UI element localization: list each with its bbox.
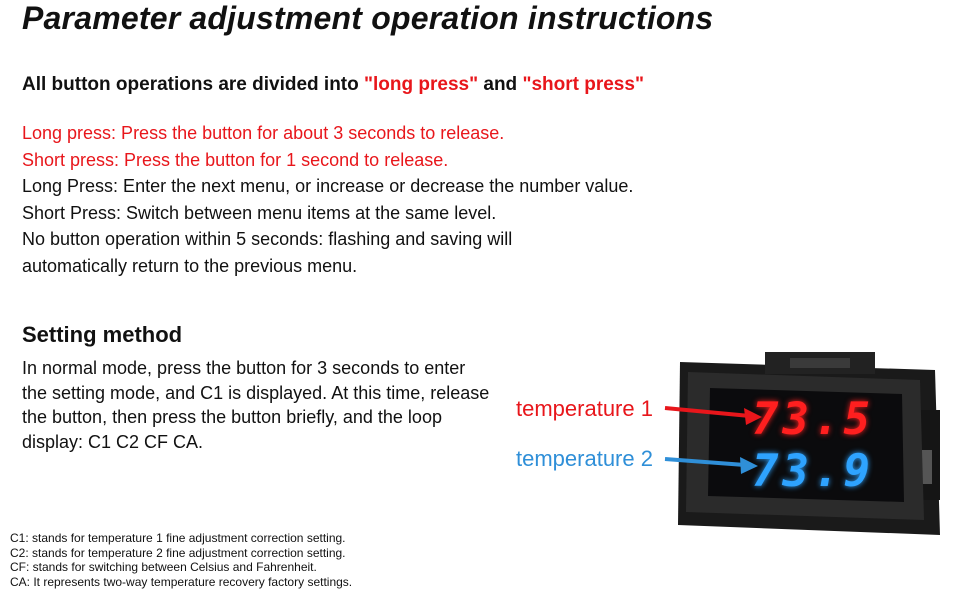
- setting-method-body: In normal mode, press the button for 3 seconds to enter the setting mode, and C1 is displayed. At this time, release the button, then press the button briefly, and the loop display: C1 C2 CF CA.: [22, 358, 490, 452]
- intro-middle: and: [478, 74, 523, 95]
- note-c1: C1: stands for temperature 1 fine adjustment correction setting.: [10, 531, 346, 545]
- rule-short-press-action: Short Press: Switch between menu items at the same level.: [22, 202, 497, 223]
- rule-timeout: No button operation within 5 seconds: flashing and saving will: [22, 229, 513, 249]
- page-title: Parameter adjustment operation instructions: [22, 0, 714, 36]
- note-ca: CA: It represents two-way temperature recovery factory settings.: [10, 574, 353, 589]
- note-c2: C2: stands for temperature 2 fine adjustment correction setting.: [10, 545, 346, 560]
- thermometer-panel-image: [500, 340, 970, 550]
- rules-list: [22, 120, 633, 279]
- long-press-label: "long press": [364, 74, 479, 95]
- rule-long-press-action: Long Press: Enter the next menu, or increase or decrease the number value.: [22, 176, 634, 196]
- rule-timeout-cont: automatically return to the previous menu.: [22, 255, 358, 276]
- temperature-2-reading: 73.9: [752, 446, 874, 497]
- temperature-1-reading: 73.5: [752, 394, 874, 445]
- intro-prefix: All button operations are divided into: [22, 74, 365, 95]
- housing-clip-detail: [790, 358, 850, 368]
- temperature-2-label: temperature 2: [516, 446, 653, 471]
- rule-short-press: Short press: Press the button for 1 second to release.: [22, 149, 449, 170]
- setting-method-title: Setting method: [22, 322, 183, 347]
- short-press-label: "short press": [522, 74, 644, 95]
- temperature-1-label: temperature 1: [516, 396, 653, 421]
- notes-list: [10, 531, 352, 589]
- device-illustration: [500, 340, 970, 550]
- intro-text: [22, 74, 644, 96]
- rule-long-press: Long press: Press the button for about 3 seconds to release.: [22, 123, 505, 143]
- note-cf: CF: stands for switching between Celsius and Fahrenheit.: [10, 560, 317, 575]
